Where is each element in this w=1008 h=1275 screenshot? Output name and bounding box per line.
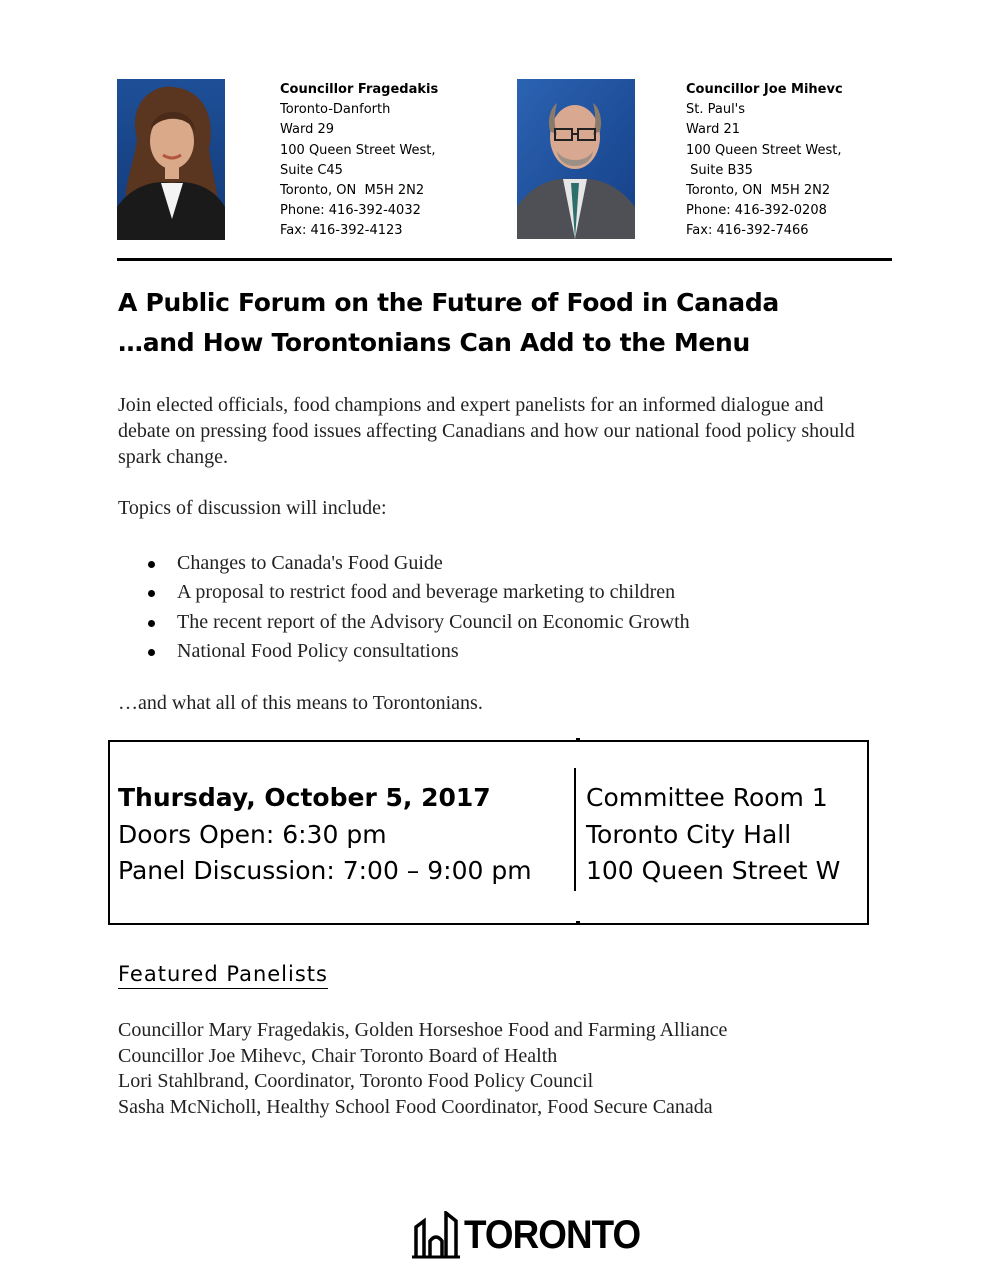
councillor-mihevc-contact [686, 80, 843, 242]
closing-line: …and what all of this means to Torontonians. [118, 692, 483, 714]
bullet-icon [148, 561, 155, 568]
bullet-icon [148, 590, 155, 597]
event-date: Thursday, October 5, 2017 [118, 783, 491, 812]
topic-text: Changes to Canada's Food Guide [177, 552, 443, 574]
list-item: Councillor Mary Fragedakis, Golden Horseshoe Food and Farming Alliance [118, 1019, 728, 1041]
event-box-divider [574, 768, 576, 891]
event-details-box [108, 740, 869, 925]
councillor-fragedakis-photo [117, 79, 225, 240]
title-line-1: A Public Forum on the Future of Food in Canada [118, 288, 779, 317]
page-title [118, 283, 779, 363]
contact-line: 100 Queen Street West, [686, 142, 842, 158]
contact-line: Fax: 416-392-4123 [280, 223, 403, 239]
toronto-city-hall-icon [412, 1211, 460, 1259]
box-corner-mark [576, 738, 580, 742]
contact-line: Phone: 416-392-0208 [686, 203, 827, 219]
topic-text: The recent report of the Advisory Council on Economic Growth [177, 610, 690, 633]
toronto-logo [412, 1207, 656, 1263]
bullet-icon [148, 649, 155, 656]
header-divider [117, 258, 892, 261]
contact-line: Suite C45 [280, 162, 343, 178]
contact-line: Toronto-Danforth [280, 102, 391, 118]
event-address: 100 Queen Street W [586, 856, 841, 885]
contact-line: Suite B35 [686, 162, 753, 178]
title-line-2: …and How Torontonians Can Add to the Menu [118, 328, 751, 357]
list-item: Councillor Joe Mihevc, Chair Toronto Board of Health [118, 1044, 558, 1067]
list-item: Lori Stahlbrand, Coordinator, Toronto Food Policy Council [118, 1070, 594, 1093]
list-item: Sasha McNicholl, Healthy School Food Coordinator, Food Secure Canada [118, 1095, 713, 1118]
panelists-heading: Featured Panelists [118, 960, 328, 989]
toronto-wordmark: TORONTO [464, 1213, 641, 1257]
councillor-name: Councillor Fragedakis [280, 82, 439, 97]
contact-line: Toronto, ON M5H 2N2 [280, 183, 425, 199]
contact-line: St. Paul's [686, 102, 746, 118]
contact-line: Fax: 416-392-7466 [686, 223, 809, 239]
box-corner-mark [576, 921, 580, 925]
councillor-fragedakis-contact [280, 80, 438, 242]
topics-lead: Topics of discussion will include: [118, 497, 387, 519]
list-item [118, 578, 690, 607]
topic-text: National Food Policy consultations [177, 639, 459, 662]
event-location-details [586, 780, 840, 890]
list-item [118, 549, 690, 578]
topics-list [118, 549, 690, 666]
panelists-list [118, 1018, 727, 1120]
doors-open-time: Doors Open: 6:30 pm [118, 819, 387, 849]
event-room: Committee Room 1 [586, 783, 828, 812]
councillor-mihevc-photo [517, 79, 635, 239]
topic-text: A proposal to restrict food and beverage marketing to children [177, 581, 676, 604]
event-time-details [118, 780, 532, 890]
list-item [118, 637, 690, 666]
contact-line: Phone: 416-392-4032 [280, 203, 421, 219]
intro-paragraph: Join elected officials, food champions and expert panelists for an informed dialogue and debate on pressing food issues affecting Canadians and how our national food policy should spark change. [118, 394, 855, 468]
contact-line: Toronto, ON M5H 2N2 [686, 183, 831, 199]
contact-line: Ward 21 [686, 122, 741, 138]
bullet-icon [148, 620, 155, 627]
contact-line: 100 Queen Street West, [280, 142, 436, 158]
panel-time: Panel Discussion: 7:00 – 9:00 pm [118, 856, 532, 885]
list-item [118, 608, 690, 637]
event-venue: Toronto City Hall [586, 819, 792, 849]
contact-line: Ward 29 [280, 122, 335, 138]
councillor-name: Councillor Joe Mihevc [686, 82, 843, 97]
